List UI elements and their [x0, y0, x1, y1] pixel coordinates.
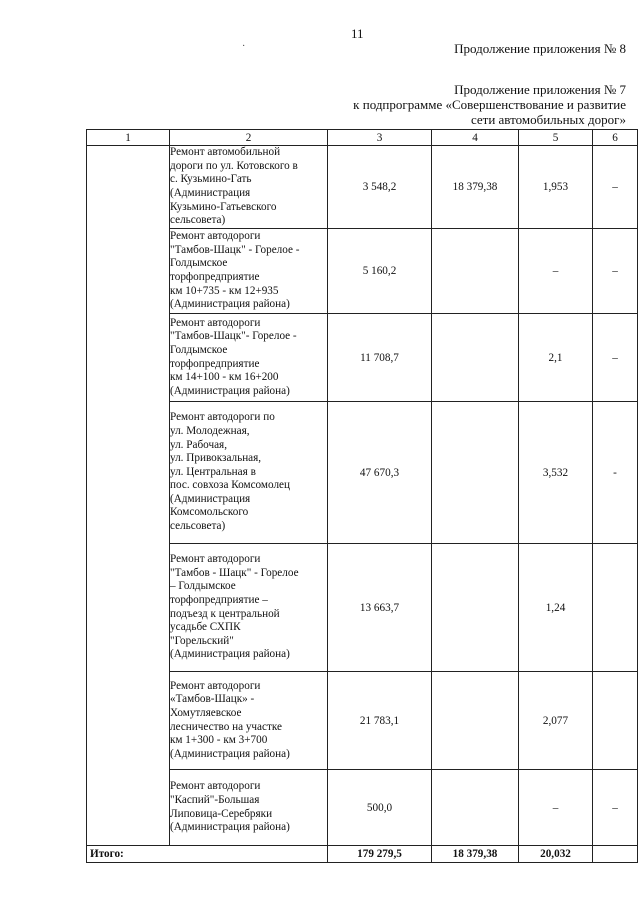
appendix-header-line3: сети автомобильных дорог»: [470, 112, 626, 127]
amount-cell: [432, 314, 519, 402]
description-line: сельсовета): [170, 214, 226, 227]
length-cell: 2,077: [519, 672, 593, 770]
length-cell: –: [519, 770, 593, 846]
description-line: Комсомольского: [170, 506, 249, 519]
amount-cell: [432, 402, 519, 544]
project-description: [170, 402, 328, 544]
description-line: Голдымское: [170, 343, 228, 356]
length-cell: –: [519, 229, 593, 314]
page-number: 11: [351, 26, 364, 41]
description-line: Липовица-Серебряки: [170, 807, 273, 820]
table-row: [87, 314, 638, 402]
funding-table: [86, 129, 638, 863]
column-header: 4: [432, 130, 519, 146]
description-line: Ремонт автодороги: [170, 230, 261, 243]
total-amount: 179 279,5: [328, 846, 432, 863]
amount-cell: 18 379,38: [432, 146, 519, 229]
description-line: Ремонт автодороги: [170, 316, 261, 329]
table-row: [87, 229, 638, 314]
column-header: 5: [519, 130, 593, 146]
description-line: "Каспий"-Большая: [170, 793, 260, 806]
column-header: 6: [593, 130, 638, 146]
total-label: Итого:: [87, 846, 328, 863]
description-line: "Горельский": [170, 634, 234, 647]
description-line: км 14+100 - км 16+200: [170, 371, 279, 384]
description-line: Хомутляевское: [170, 706, 242, 719]
extra-cell: [593, 544, 638, 672]
description-line: торфопредприятие –: [170, 593, 268, 606]
amount-cell: 13 663,7: [328, 544, 432, 672]
length-cell: 1,953: [519, 146, 593, 229]
project-description: [170, 544, 328, 672]
amount-cell: [432, 544, 519, 672]
amount-cell: 3 548,2: [328, 146, 432, 229]
description-line: ул. Привокзальная,: [170, 452, 262, 465]
description-line: с. Кузьмино-Гать: [170, 173, 252, 186]
extra-cell: –: [593, 314, 638, 402]
description-line: км 10+735 - км 12+935: [170, 284, 279, 297]
appendix-header-line1: Продолжение приложения № 7: [454, 82, 626, 97]
appendix-continuation-label: Продолжение приложения № 8: [454, 41, 626, 56]
project-description: [170, 229, 328, 314]
table-row: [87, 402, 638, 544]
description-line: "Тамбов - Шацк" - Горелое: [170, 566, 299, 579]
description-line: (Администрация района): [170, 298, 290, 311]
appendix-header: [353, 82, 626, 127]
description-line: подъезд к центральной: [170, 607, 280, 620]
length-cell: 1,24: [519, 544, 593, 672]
length-cell: 2,1: [519, 314, 593, 402]
description-line: (Администрация: [170, 187, 251, 199]
column-header: 2: [170, 130, 328, 146]
amount-cell: 5 160,2: [328, 229, 432, 314]
project-description: [170, 770, 328, 846]
project-description: [170, 314, 328, 402]
description-line: "Тамбов-Шацк" - Горелое -: [170, 243, 300, 256]
description-line: усадьбе СХПК: [170, 621, 241, 634]
extra-cell: –: [593, 146, 638, 229]
amount-cell: [432, 770, 519, 846]
table-row: [87, 544, 638, 672]
amount-cell: [432, 229, 519, 314]
extra-cell: –: [593, 229, 638, 314]
column-header: 3: [328, 130, 432, 146]
project-description: [170, 146, 328, 229]
scan-mark: ·: [242, 41, 246, 52]
description-line: ул. Молодежная,: [170, 424, 250, 437]
description-line: дороги по ул. Котовского в: [170, 159, 298, 172]
amount-cell: 11 708,7: [328, 314, 432, 402]
table-row: [87, 672, 638, 770]
column-header: 1: [87, 130, 170, 146]
amount-cell: 500,0: [328, 770, 432, 846]
table-row: [87, 146, 638, 229]
description-line: ул. Центральная в: [170, 465, 256, 478]
description-line: (Администрация района): [170, 384, 290, 397]
appendix-header-line2: к подпрограмме «Совершенствование и развитие: [353, 97, 626, 112]
description-line: "Тамбов-Шацк"- Горелое -: [170, 330, 297, 343]
amount-cell: 21 783,1: [328, 672, 432, 770]
description-line: пос. совхоза Комсомолец: [170, 479, 290, 492]
description-line: торфопредприятие: [170, 271, 260, 283]
total-amount: 18 379,38: [432, 846, 519, 863]
amount-cell: 47 670,3: [328, 402, 432, 544]
description-line: км 1+300 - км 3+700: [170, 734, 268, 747]
description-line: Ремонт автомобильной: [170, 146, 281, 159]
table-header-row: [87, 130, 638, 146]
description-line: «Тамбов-Шацк» -: [170, 693, 255, 706]
description-line: Ремонт автодороги: [170, 679, 261, 692]
table-row: [87, 770, 638, 846]
extra-cell: –: [593, 770, 638, 846]
amount-cell: [432, 672, 519, 770]
description-line: Голдымское: [170, 257, 228, 270]
total-length: 20,032: [519, 846, 593, 863]
total-row: [87, 846, 638, 863]
description-line: Кузьмино-Гатьевского: [170, 200, 277, 213]
extra-cell: [593, 672, 638, 770]
project-description: [170, 672, 328, 770]
total-extra: [593, 846, 638, 863]
length-cell: 3,532: [519, 402, 593, 544]
empty-column-cell: [87, 146, 170, 846]
extra-cell: -: [593, 402, 638, 544]
description-line: сельсовета): [170, 520, 226, 533]
description-line: (Администрация района): [170, 648, 290, 661]
description-line: (Администрация района): [170, 747, 290, 760]
description-line: (Администрация района): [170, 821, 290, 834]
description-line: (Администрация: [170, 492, 251, 505]
description-line: торфопредприятие: [170, 357, 260, 370]
description-line: Ремонт автодороги по: [170, 411, 275, 424]
description-line: Ремонт автодороги: [170, 553, 261, 566]
description-line: лесничество на участке: [170, 720, 283, 733]
description-line: – Голдымское: [170, 580, 236, 593]
description-line: Ремонт автодороги: [170, 780, 261, 793]
description-line: ул. Рабочая,: [170, 438, 227, 451]
